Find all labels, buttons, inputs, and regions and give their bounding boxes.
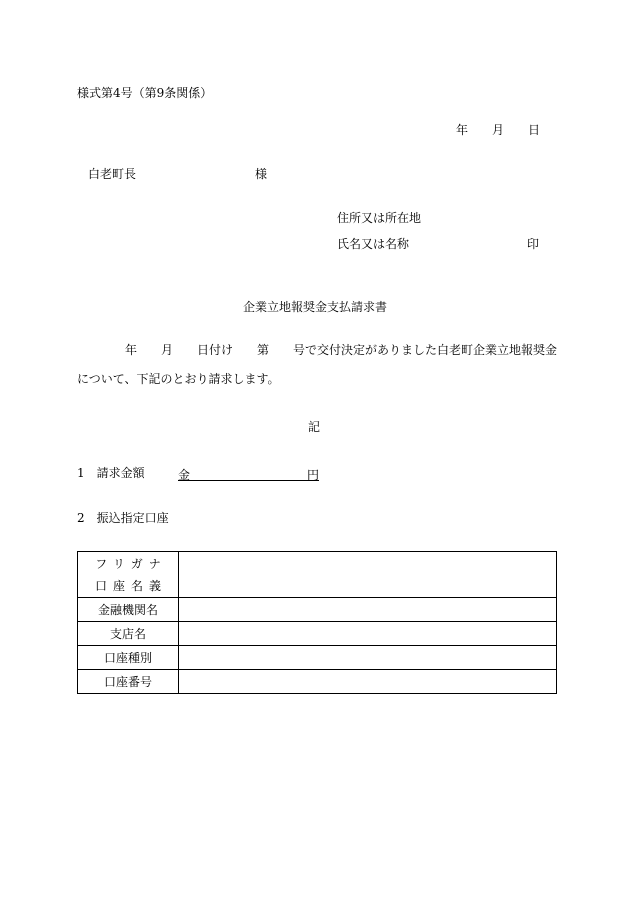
account-number-value[interactable]	[179, 670, 557, 694]
account-type-label: 口座種別	[78, 646, 179, 670]
branch-label: 支店名	[78, 622, 179, 646]
body-line-2: について、下記のとおり請求します。	[77, 372, 280, 386]
account-number-label: 口座番号	[78, 670, 179, 694]
table-row-account-number	[78, 670, 557, 694]
addressee: 白老町長	[88, 167, 137, 181]
address-label: 住所又は所在地	[337, 211, 422, 225]
item1-label: 1 請求金額	[77, 466, 145, 480]
seal-mark: 印	[527, 237, 540, 251]
table-row-branch	[78, 622, 557, 646]
document-title: 企業立地報奨金支払請求書	[243, 300, 388, 314]
name-label: 氏名又は名称	[337, 237, 410, 251]
date-line: 年 月 日	[456, 123, 541, 137]
table-row-holder	[78, 552, 557, 598]
ki-heading: 記	[308, 420, 321, 434]
holder-label-cell	[78, 552, 179, 598]
table-row-account-type	[78, 646, 557, 670]
item2-label: 2 振込指定口座	[77, 511, 169, 525]
account-table	[77, 551, 557, 694]
furigana-label: フリガナ	[95, 556, 167, 571]
body-line-1: 年 月 日付け 第 号で交付決定がありました白老町企業立地報奨金	[125, 343, 558, 357]
kin-prefix: 金	[178, 468, 191, 482]
account-holder-label: 口座名義	[94, 578, 167, 593]
yen-suffix: 円	[306, 468, 319, 482]
addressee-suffix: 様	[255, 167, 268, 181]
branch-value[interactable]	[179, 622, 557, 646]
table-row-bank	[78, 598, 557, 622]
account-type-value[interactable]	[179, 646, 557, 670]
bank-label: 金融機関名	[78, 598, 179, 622]
bank-value[interactable]	[179, 598, 557, 622]
form-number: 様式第4号（第9条関係）	[77, 86, 213, 100]
amount-field[interactable]	[178, 466, 319, 481]
account-holder-value[interactable]	[179, 552, 557, 598]
